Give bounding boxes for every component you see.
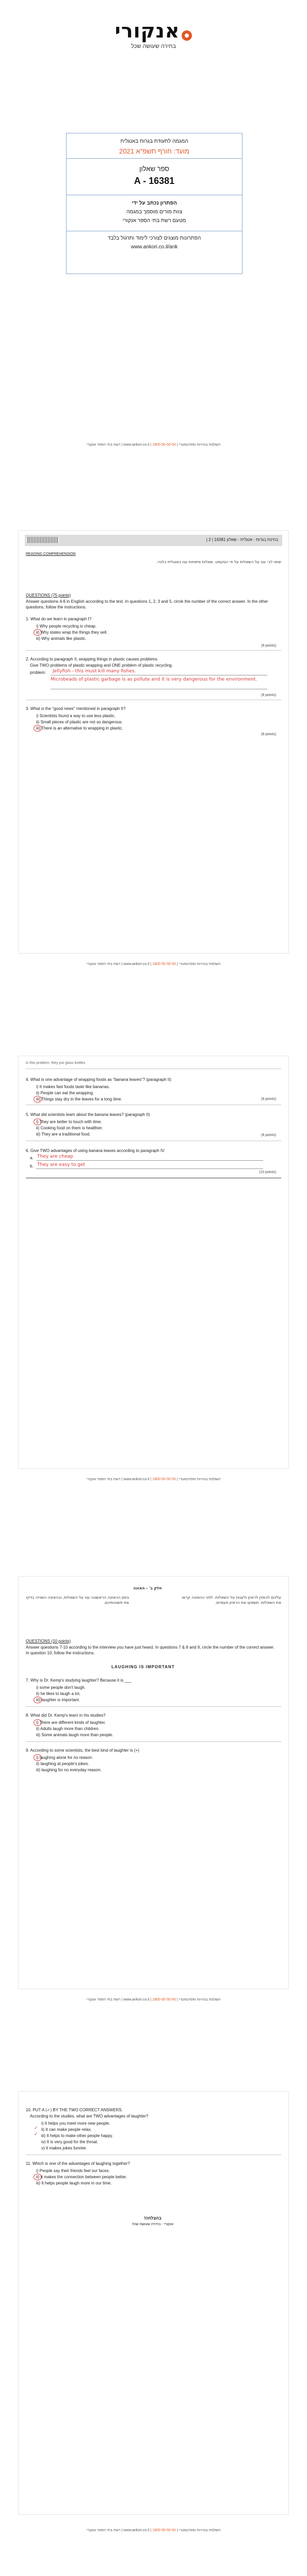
scanned-sheet xyxy=(19,2092,288,2514)
page-footer: השלמת בגרויות ופסיכומטרי | 1800-50-50-50 | www.ankori.co.il | רשת בתי הספר אנקורי xyxy=(86,1478,221,1481)
exam-header: בחינת בגרות - אנגלית - שאלון 16381 | 2 | xyxy=(25,535,282,546)
question-9: 9. According to some scientists, the best kind of laughter is (+) xyxy=(26,1748,139,1753)
hebrew-instructions: שימו לב: ענו על השאלות על פי הטקסט. שאלות פתוחות ענו באנגלית בלבד. xyxy=(156,560,281,564)
q8-option-3[interactable]: iii) Some animals laugh more than people. xyxy=(36,1733,114,1737)
exam-page-5 xyxy=(0,2071,307,2576)
section-heading: QUESTIONS (75 points) xyxy=(26,593,71,598)
reading-title: READING COMPREHENSION xyxy=(26,552,76,556)
q6-item-b: b. xyxy=(30,1164,34,1168)
points-label: (8 points) xyxy=(261,733,277,736)
question-10-sub: According to the studies, what are TWO advantages of laughter? xyxy=(30,2114,149,2119)
hebrew-column-left: בזמן ההאזנה הראשונה ענו על השאלות, ובהאזנה השנייה בדקו את תשובותיכם. xyxy=(26,1595,129,1605)
q2-handwritten-answer-1: Jellyfish - this must kill many fishes. xyxy=(53,669,136,674)
answer-line xyxy=(36,1160,263,1161)
logo-tagline: בחירה שעושה שכל xyxy=(131,43,176,49)
separator xyxy=(26,1706,281,1707)
q10-option-4[interactable]: iv) It is very good for the throat. xyxy=(41,2140,99,2144)
q1-option-2[interactable]: ii) Why states wrap the things they sell. xyxy=(36,630,108,635)
cover-disclaimer: הפתרונות מוצגים לצורכי לימוד ותרגול בלבד xyxy=(107,235,201,241)
q6-handwritten-answer-2: They are easy to get xyxy=(37,1162,85,1167)
hebrew-column-right: עליכם להאזין לראיון ולענות על השאלות. לפני ההאזנה קראו את השאלות. תשמעו את הראיון פעמיים. xyxy=(182,1595,281,1605)
answer-circle xyxy=(34,1697,42,1703)
question-1: 1. What do we learn in paragraph I? xyxy=(26,617,92,621)
closing-message: בהצלחה! xyxy=(144,2216,161,2221)
answer-circle xyxy=(34,1118,42,1125)
cover-url[interactable]: www.ankori.co.il/ank xyxy=(131,244,178,250)
points-label: (8 points) xyxy=(261,644,277,648)
exam-page-2 xyxy=(0,510,307,1030)
q10-option-2[interactable]: ii) It can make people relax. xyxy=(41,2127,92,2132)
q7-option-3[interactable]: iii) laughter is important. xyxy=(36,1698,80,1702)
q4-option-1[interactable]: i) It makes fast foods taste like bananas. xyxy=(36,1084,110,1089)
points-label: (8 points) xyxy=(261,1133,277,1137)
question-10: 10. PUT A (✓) BY THE TWO CORRECT ANSWERS. xyxy=(26,2108,123,2112)
answer-circle xyxy=(34,1719,42,1726)
q9-option-3[interactable]: iii) laughing for no everyday reason. xyxy=(36,1768,102,1772)
cover-exam-code: A - 16381 xyxy=(134,176,175,186)
answer-circle xyxy=(34,1754,42,1761)
q5-option-1[interactable]: i) They are better to touch with time. xyxy=(36,1120,102,1124)
scanned-sheet xyxy=(19,1056,288,1468)
q1-option-3[interactable]: iii) Why animals like plastic. xyxy=(36,636,87,641)
answer-circle xyxy=(34,1096,42,1103)
section-instructions: Answer questions 4-6 in English according to the text. In questions 1, 2, 3 and 5, circle the number of the correct answer. In the other questions, follow the instructions. xyxy=(26,599,268,609)
q9-option-1[interactable]: i) laughing alone for no reason. xyxy=(36,1755,93,1760)
q4-option-3[interactable]: iii) Things stay dry in the leaves for a long time. xyxy=(36,1097,122,1101)
question-4: 4. What is one advantage of wrapping foods as "banana leaves"? (paragraph II) xyxy=(26,1077,171,1082)
check-mark-icon: ✓ xyxy=(34,2126,38,2131)
q3-option-1[interactable]: i) Scientists found a way to use less plastic. xyxy=(36,714,116,718)
separator xyxy=(26,650,281,651)
question-3: 3. What is the "good news" mentioned in paragraph II? xyxy=(26,706,126,711)
logo-circle-icon xyxy=(182,30,192,41)
check-mark-icon: ✓ xyxy=(34,2132,38,2137)
cover-network: מטעם רשת בתי הספר אנקורי xyxy=(122,218,186,224)
question-6: 6. Give TWO advantages of using banana leaves according to paragraph IV. xyxy=(26,1148,165,1153)
cover-program: המגמה לתעודת בגרות באנגלית xyxy=(120,139,188,144)
q8-option-2[interactable]: ii) Adults laugh more than children. xyxy=(36,1726,100,1731)
q8-option-1[interactable]: i) There are different kinds of laughter. xyxy=(36,1720,106,1725)
separator xyxy=(26,1741,281,1742)
q3-option-2[interactable]: ii) Small pieces of plastic are not so dangerous. xyxy=(36,720,123,724)
q5-option-2[interactable]: ii) Cooking food on them is healthier. xyxy=(36,1126,103,1130)
points-label: (10 points) xyxy=(259,1171,277,1174)
ankori-logo xyxy=(114,20,193,56)
cover-session: מועד: חורף תשפ"א 2021 xyxy=(119,147,189,155)
page-header-note: in this problem, they put glass bottles xyxy=(26,1061,86,1065)
cover-info-box xyxy=(66,133,243,274)
q10-option-1[interactable]: i) It helps you meet more new people. xyxy=(41,2121,110,2126)
q10-option-5[interactable]: v) It makes jokes funnier. xyxy=(41,2146,87,2150)
q2-problem-label: problem: xyxy=(30,670,46,675)
exam-page-3 xyxy=(0,1030,307,1551)
listening-title: LAUGHING IS IMPORTANT xyxy=(111,1665,175,1669)
question-2: 2. According to paragraph II, wrapping things in plastic causes problems. xyxy=(26,657,159,662)
cover-page xyxy=(0,0,307,510)
answer-circle xyxy=(34,2174,42,2180)
page-footer: השלמת בגרויות ופסיכומטרי | 1800-50-50-50 | www.ankori.co.il | רשת בתי הספר אנקורי xyxy=(86,443,221,447)
scanned-sheet xyxy=(19,1577,288,1989)
closing-subtitle: אנקורי - בחירה שעושה שכל xyxy=(132,2223,174,2226)
cover-team: צוות מורים מוסמך במגמה xyxy=(126,209,183,215)
q6-item-a: a. xyxy=(30,1156,34,1160)
answer-circle xyxy=(34,629,42,636)
exam-page-4 xyxy=(0,1551,307,2071)
question-2-sub: Give TWO problems of plastic wrapping and ONE problem of plastic recycling. xyxy=(30,663,173,668)
question-8: 8. What did Dr. Kemp's learn in his studies? xyxy=(26,1713,106,1718)
q5-option-3[interactable]: iii) They are a traditional food. xyxy=(36,1132,91,1137)
q4-option-2[interactable]: ii) People can eat the wrapping. xyxy=(36,1091,94,1095)
q6-handwritten-answer-1: They are cheap xyxy=(37,1154,73,1159)
page-footer: השלמת בגרויות ופסיכומטרי | 1800-50-50-50 | www.ankori.co.il | רשת בתי הספר אנקורי xyxy=(86,962,221,966)
points-label: (8 points) xyxy=(261,1097,277,1101)
q9-option-2[interactable]: ii) laughing at people's jokes. xyxy=(36,1761,89,1766)
page-footer: השלמת בגרויות ופסיכומטרי | 1800-50-50-50 | www.ankori.co.il | רשת בתי הספר אנקורי xyxy=(86,1998,221,2002)
question-7: 7. Why is Dr. Kemp's studying laughter? Because it is ___ xyxy=(26,1678,132,1683)
q11-option-3[interactable]: iii) It helps people laugh more in our time. xyxy=(36,2181,112,2185)
q7-option-1[interactable]: i) some people don't laugh. xyxy=(36,1685,86,1690)
q10-option-3[interactable]: iii) It helps to make other people happy. xyxy=(41,2133,114,2138)
q1-option-1[interactable]: i) Why people recycling is cheap. xyxy=(36,624,96,629)
q11-option-1[interactable]: i) People say their friends feel our faces. xyxy=(36,2168,110,2173)
scanned-sheet xyxy=(19,531,288,953)
answer-line xyxy=(36,1168,263,1169)
q3-option-3[interactable]: iii) There is an alternative to wrapping in plastic. xyxy=(36,726,123,731)
q2-handwritten-answer-2: Microbeads of plastic garbage is as pollute and it is very dangerous for the environment. xyxy=(51,677,257,682)
answer-circle xyxy=(34,725,42,732)
question-5: 5. What did scientists learn about the banana leaves? (paragraph II) xyxy=(26,1112,150,1117)
q11-option-2[interactable]: ii) It makes the connection between people better. xyxy=(36,2175,127,2179)
section-heading: QUESTIONS (10 points) xyxy=(26,1639,71,1643)
section-instructions: Answer questions 7-10 according to the interview you have just heard. In questions 7 & 8 and 9, circle the number of the correct answer. In question 10, follow the instructions. xyxy=(26,1645,274,1655)
cover-booklet-label: ספר שאלון xyxy=(139,165,169,173)
barcode-icon xyxy=(28,537,59,543)
q7-option-2[interactable]: ii) he likes to laugh a lot. xyxy=(36,1691,80,1696)
logo-wordmark: אנקורי xyxy=(115,20,180,42)
cover-solution-by: הפתרון נכתב על ידי xyxy=(132,200,177,206)
hebrew-section-title: חלק ב' - האזנה xyxy=(133,1586,162,1590)
page-footer: השלמת בגרויות ופסיכומטרי | 1800-50-50-50 | www.ankori.co.il | רשת בתי הספר אנקורי xyxy=(86,2529,221,2532)
question-11: 11. Which is one of the advantages of laughing together? xyxy=(26,2161,130,2166)
points-label: (8 points) xyxy=(261,693,277,697)
